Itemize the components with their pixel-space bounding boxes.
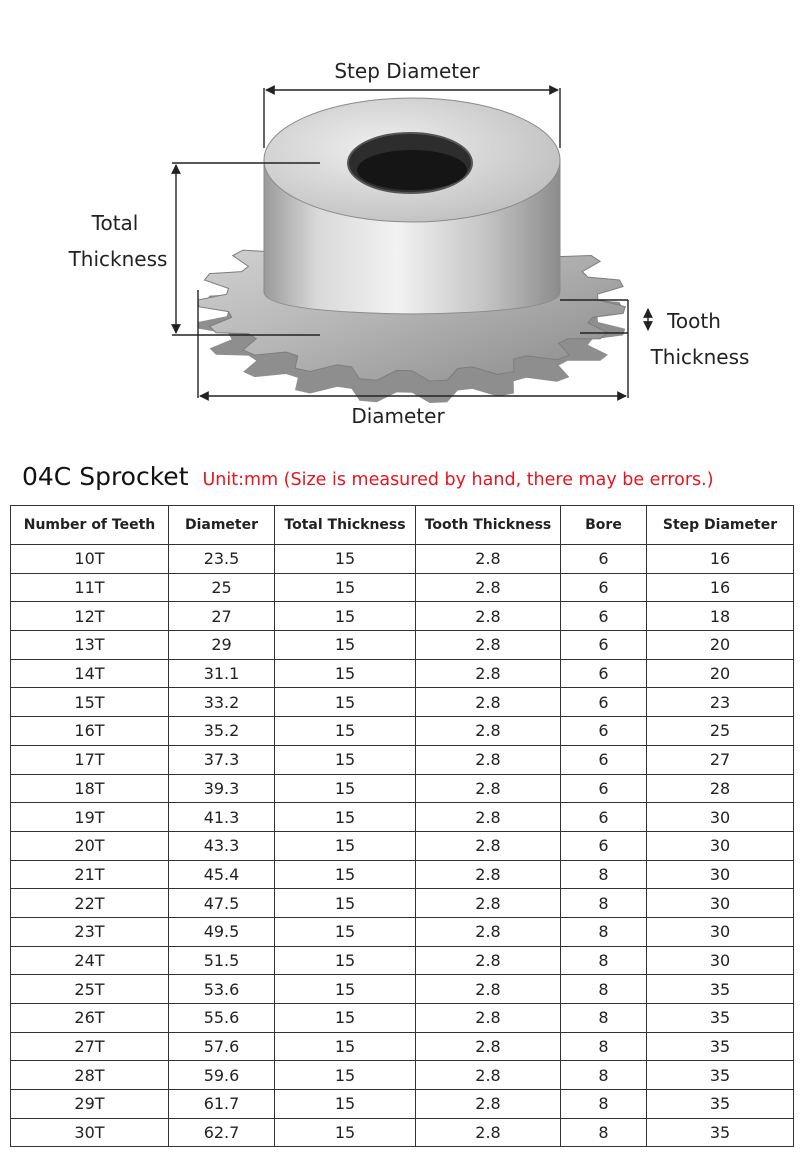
cell-total-thickness: 15: [275, 917, 416, 946]
cell-teeth: 27T: [11, 1032, 169, 1061]
cell-teeth: 18T: [11, 774, 169, 803]
table-row: [11, 889, 794, 918]
total-thickness-label-line1: Total: [91, 211, 139, 235]
cell-diameter: 59.6: [169, 1061, 275, 1090]
cell-tooth-thickness: 2.8: [416, 975, 561, 1004]
cell-tooth-thickness: 2.8: [416, 545, 561, 574]
cell-step-diameter: 30: [647, 803, 794, 832]
cell-total-thickness: 15: [275, 1032, 416, 1061]
cell-tooth-thickness: 2.8: [416, 1032, 561, 1061]
column-header: Tooth Thickness: [416, 506, 561, 545]
cell-bore: 6: [561, 659, 647, 688]
cell-step-diameter: 35: [647, 1032, 794, 1061]
cell-tooth-thickness: 2.8: [416, 1118, 561, 1147]
table-row: [11, 803, 794, 832]
column-header: Step Diameter: [647, 506, 794, 545]
cell-diameter: 37.3: [169, 745, 275, 774]
cell-step-diameter: 35: [647, 1004, 794, 1033]
cell-tooth-thickness: 2.8: [416, 688, 561, 717]
cell-total-thickness: 15: [275, 545, 416, 574]
cell-tooth-thickness: 2.8: [416, 659, 561, 688]
table-row: [11, 1118, 794, 1147]
table-row: [11, 860, 794, 889]
cell-diameter: 23.5: [169, 545, 275, 574]
table-row: [11, 745, 794, 774]
cell-step-diameter: 20: [647, 659, 794, 688]
cell-teeth: 25T: [11, 975, 169, 1004]
cell-teeth: 23T: [11, 917, 169, 946]
cell-tooth-thickness: 2.8: [416, 1090, 561, 1119]
cell-tooth-thickness: 2.8: [416, 889, 561, 918]
cell-step-diameter: 20: [647, 631, 794, 660]
cell-total-thickness: 15: [275, 946, 416, 975]
cell-total-thickness: 15: [275, 831, 416, 860]
cell-bore: 6: [561, 631, 647, 660]
cell-total-thickness: 15: [275, 717, 416, 746]
cell-diameter: 33.2: [169, 688, 275, 717]
cell-total-thickness: 15: [275, 659, 416, 688]
cell-teeth: 11T: [11, 573, 169, 602]
cell-bore: 6: [561, 717, 647, 746]
cell-step-diameter: 18: [647, 602, 794, 631]
table-row: [11, 1004, 794, 1033]
cell-diameter: 31.1: [169, 659, 275, 688]
cell-tooth-thickness: 2.8: [416, 860, 561, 889]
cell-diameter: 27: [169, 602, 275, 631]
cell-teeth: 22T: [11, 889, 169, 918]
cell-teeth: 20T: [11, 831, 169, 860]
column-header: Bore: [561, 506, 647, 545]
cell-diameter: 29: [169, 631, 275, 660]
sprocket-diagram: [0, 0, 800, 440]
cell-bore: 6: [561, 573, 647, 602]
cell-bore: 8: [561, 1118, 647, 1147]
cell-teeth: 19T: [11, 803, 169, 832]
cell-step-diameter: 16: [647, 573, 794, 602]
cell-diameter: 43.3: [169, 831, 275, 860]
cell-total-thickness: 15: [275, 745, 416, 774]
spec-table: [10, 505, 794, 1147]
table-row: [11, 717, 794, 746]
table-row: [11, 774, 794, 803]
product-title: 04C Sprocket: [22, 462, 189, 491]
cell-tooth-thickness: 2.8: [416, 774, 561, 803]
cell-teeth: 10T: [11, 545, 169, 574]
table-row: [11, 545, 794, 574]
cell-total-thickness: 15: [275, 1004, 416, 1033]
table-row: [11, 917, 794, 946]
cell-tooth-thickness: 2.8: [416, 745, 561, 774]
cell-bore: 6: [561, 803, 647, 832]
cell-bore: 8: [561, 1061, 647, 1090]
cell-tooth-thickness: 2.8: [416, 946, 561, 975]
unit-note: Unit:mm (Size is measured by hand, there may be errors.): [202, 470, 714, 490]
table-row: [11, 1032, 794, 1061]
cell-diameter: 51.5: [169, 946, 275, 975]
cell-diameter: 55.6: [169, 1004, 275, 1033]
table-header-row: [11, 506, 794, 545]
column-header: Number of Teeth: [11, 506, 169, 545]
cell-teeth: 29T: [11, 1090, 169, 1119]
title-row: [22, 462, 792, 498]
table-row: [11, 659, 794, 688]
cell-teeth: 16T: [11, 717, 169, 746]
cell-bore: 8: [561, 975, 647, 1004]
cell-bore: 6: [561, 602, 647, 631]
cell-tooth-thickness: 2.8: [416, 831, 561, 860]
cell-tooth-thickness: 2.8: [416, 717, 561, 746]
cell-total-thickness: 15: [275, 602, 416, 631]
cell-tooth-thickness: 2.8: [416, 602, 561, 631]
cell-teeth: 24T: [11, 946, 169, 975]
tooth-thickness-label-line1: Tooth: [667, 309, 721, 333]
cell-teeth: 30T: [11, 1118, 169, 1147]
cell-tooth-thickness: 2.8: [416, 1061, 561, 1090]
cell-tooth-thickness: 2.8: [416, 631, 561, 660]
cell-total-thickness: 15: [275, 889, 416, 918]
cell-diameter: 45.4: [169, 860, 275, 889]
cell-bore: 6: [561, 774, 647, 803]
cell-bore: 6: [561, 831, 647, 860]
cell-bore: 8: [561, 860, 647, 889]
cell-step-diameter: 30: [647, 917, 794, 946]
cell-diameter: 25: [169, 573, 275, 602]
cell-diameter: 62.7: [169, 1118, 275, 1147]
total-thickness-label-line2: Thickness: [68, 247, 168, 271]
table-row: [11, 631, 794, 660]
cell-diameter: 47.5: [169, 889, 275, 918]
step-diameter-label: Step Diameter: [334, 59, 480, 83]
cell-diameter: 61.7: [169, 1090, 275, 1119]
cell-bore: 8: [561, 889, 647, 918]
cell-teeth: 14T: [11, 659, 169, 688]
cell-bore: 8: [561, 1004, 647, 1033]
column-header: Diameter: [169, 506, 275, 545]
cell-diameter: 49.5: [169, 917, 275, 946]
cell-bore: 6: [561, 688, 647, 717]
diameter-label: Diameter: [351, 404, 445, 428]
cell-bore: 8: [561, 1090, 647, 1119]
cell-teeth: 28T: [11, 1061, 169, 1090]
cell-diameter: 35.2: [169, 717, 275, 746]
cell-total-thickness: 15: [275, 803, 416, 832]
cell-teeth: 17T: [11, 745, 169, 774]
cell-tooth-thickness: 2.8: [416, 573, 561, 602]
cell-step-diameter: 30: [647, 860, 794, 889]
cell-tooth-thickness: 2.8: [416, 803, 561, 832]
tooth-thickness-label-line2: Thickness: [650, 345, 750, 369]
cell-total-thickness: 15: [275, 774, 416, 803]
cell-total-thickness: 15: [275, 1061, 416, 1090]
cell-step-diameter: 23: [647, 688, 794, 717]
table-row: [11, 1090, 794, 1119]
cell-teeth: 13T: [11, 631, 169, 660]
table-row: [11, 946, 794, 975]
column-header: Total Thickness: [275, 506, 416, 545]
cell-step-diameter: 25: [647, 717, 794, 746]
cell-step-diameter: 16: [647, 545, 794, 574]
cell-diameter: 39.3: [169, 774, 275, 803]
cell-step-diameter: 30: [647, 889, 794, 918]
cell-bore: 8: [561, 917, 647, 946]
table-body: [11, 545, 794, 1147]
cell-teeth: 26T: [11, 1004, 169, 1033]
table-row: [11, 831, 794, 860]
cell-teeth: 21T: [11, 860, 169, 889]
cell-total-thickness: 15: [275, 573, 416, 602]
cell-step-diameter: 30: [647, 831, 794, 860]
cell-teeth: 12T: [11, 602, 169, 631]
cell-step-diameter: 35: [647, 1118, 794, 1147]
table-row: [11, 1061, 794, 1090]
cell-step-diameter: 35: [647, 1061, 794, 1090]
cell-diameter: 53.6: [169, 975, 275, 1004]
cell-step-diameter: 35: [647, 1090, 794, 1119]
cell-tooth-thickness: 2.8: [416, 1004, 561, 1033]
table-row: [11, 975, 794, 1004]
cell-diameter: 41.3: [169, 803, 275, 832]
cell-teeth: 15T: [11, 688, 169, 717]
cell-step-diameter: 28: [647, 774, 794, 803]
table-row: [11, 602, 794, 631]
cell-bore: 6: [561, 745, 647, 774]
cell-total-thickness: 15: [275, 860, 416, 889]
cell-total-thickness: 15: [275, 975, 416, 1004]
cell-bore: 6: [561, 545, 647, 574]
cell-total-thickness: 15: [275, 688, 416, 717]
cell-total-thickness: 15: [275, 631, 416, 660]
cell-bore: 8: [561, 946, 647, 975]
cell-diameter: 57.6: [169, 1032, 275, 1061]
cell-total-thickness: 15: [275, 1118, 416, 1147]
cell-step-diameter: 27: [647, 745, 794, 774]
sprocket-hub: [264, 98, 560, 314]
cell-tooth-thickness: 2.8: [416, 917, 561, 946]
cell-total-thickness: 15: [275, 1090, 416, 1119]
cell-step-diameter: 30: [647, 946, 794, 975]
table-row: [11, 573, 794, 602]
table-row: [11, 688, 794, 717]
cell-step-diameter: 35: [647, 975, 794, 1004]
cell-bore: 8: [561, 1032, 647, 1061]
